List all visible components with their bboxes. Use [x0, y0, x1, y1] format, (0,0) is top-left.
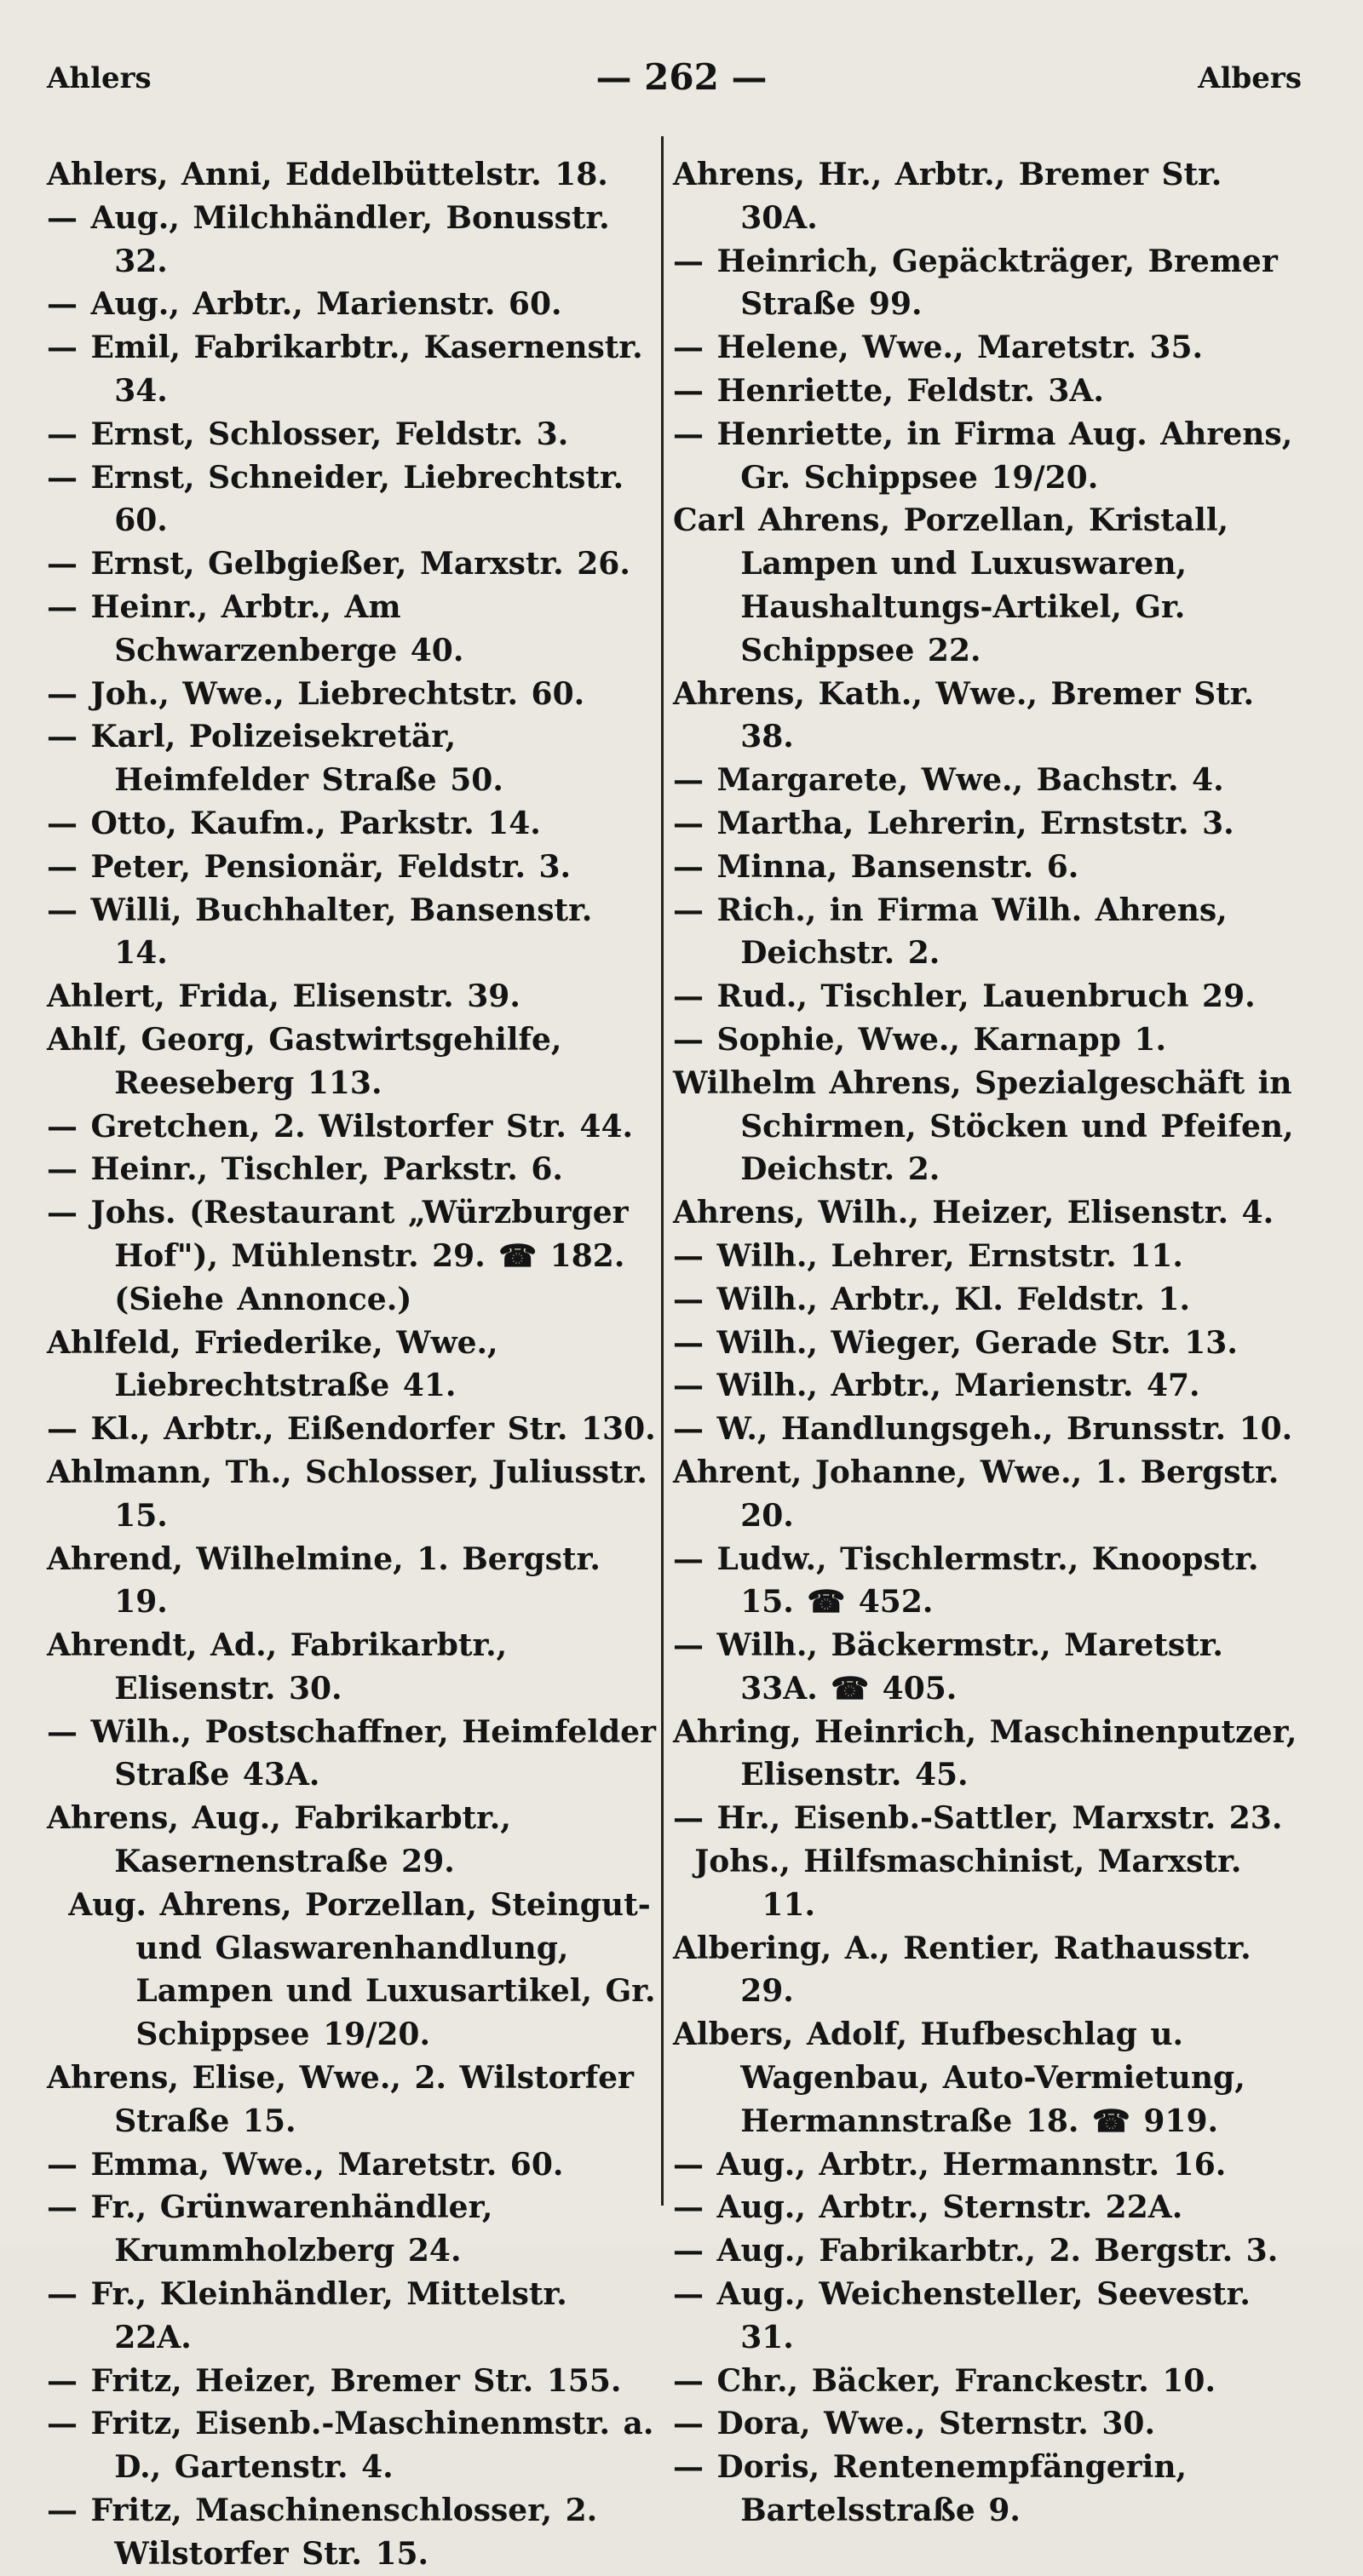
directory-entry: Ahlmann, Th., Schlosser, Juliusstr. 15.: [47, 1454, 647, 1534]
directory-entry: — Chr., Bäcker, Franckestr. 10.: [673, 2362, 1216, 2399]
directory-entry: Ahrens, Wilh., Heizer, Elisenstr. 4.: [673, 1195, 1274, 1231]
directory-entry: — Fritz, Maschinenschlosser, 2. Wilstorfer Str. 15.: [47, 2493, 598, 2572]
directory-entry: — Minna, Bansenstr. 6.: [673, 848, 1079, 885]
directory-entry: — Aug., Fabrikarbtr., 2. Bergstr. 3.: [673, 2233, 1279, 2269]
directory-entry: — Emil, Fabrikarbtr., Kasernenstr. 34.: [47, 330, 643, 409]
directory-entry: Ahring, Heinrich, Maschinenputzer, Elisenstr. 45.: [673, 1713, 1297, 1793]
directory-entry: Ahlf, Georg, Gastwirtsgehilfe, Reeseberg 113.: [47, 1021, 562, 1101]
directory-entry: — Heinr., Arbtr., Am Schwarzenberge 40.: [47, 588, 464, 668]
header-left-keyword: Ahlers: [47, 61, 152, 95]
directory-entry: — Sophie, Wwe., Karnapp 1.: [673, 1021, 1166, 1058]
directory-entry: — Margarete, Wwe., Bachstr. 4.: [673, 762, 1224, 799]
directory-entry: Albers, Adolf, Hufbeschlag u. Wagenbau, Auto-Vermietung, Hermannstraße 18. ☎ 919.: [673, 2017, 1245, 2139]
directory-entry: — Fr., Kleinhändler, Mittelstr. 22A.: [47, 2276, 567, 2355]
right-column: [673, 153, 1303, 2533]
directory-entry: — W., Handlungsgeh., Brunsstr. 10.: [673, 1411, 1293, 1448]
directory-entry: — Dora, Wwe., Sternstr. 30.: [673, 2406, 1155, 2442]
directory-entry: Ahlert, Frida, Elisenstr. 39.: [47, 978, 520, 1015]
directory-entry: — Aug., Weichensteller, Seevestr. 31.: [673, 2276, 1251, 2355]
directory-entry: — Wilh., Arbtr., Marienstr. 47.: [673, 1368, 1200, 1404]
directory-entry: — Karl, Polizeisekretär, Heimfelder Straße 50.: [47, 719, 503, 799]
directory-entry: — Kl., Arbtr., Eißendorfer Str. 130.: [47, 1411, 656, 1448]
directory-entry: Johs., Hilfsmaschinist, Marxstr. 11.: [694, 1844, 1242, 1923]
directory-entry: — Wilh., Wieger, Gerade Str. 13.: [673, 1324, 1238, 1361]
directory-entry: — Aug., Arbtr., Marienstr. 60.: [47, 286, 562, 323]
directory-entry: Ahrens, Elise, Wwe., 2. Wilstorfer Straße 15.: [47, 2060, 634, 2139]
directory-entry: — Wilh., Bäckermstr., Maretstr. 33A. ☎ 405.: [673, 1627, 1223, 1707]
directory-entry: — Wilh., Arbtr., Kl. Feldstr. 1.: [673, 1281, 1190, 1317]
directory-entry: — Gretchen, 2. Wilstorfer Str. 44.: [47, 1108, 634, 1145]
directory-entry: — Helene, Wwe., Maretstr. 35.: [673, 330, 1204, 366]
directory-entry: — Aug., Arbtr., Sternstr. 22A.: [673, 2189, 1183, 2226]
directory-entry: — Fr., Grünwarenhändler, Krummholzberg 24.: [47, 2189, 493, 2269]
page-number: — 262 —: [595, 56, 768, 98]
directory-entry: Ahrens, Aug., Fabrikarbtr., Kasernenstraße 29.: [47, 1800, 511, 1880]
directory-entry: — Doris, Rentenempfängerin, Bartelsstraße 9.: [673, 2449, 1188, 2529]
directory-entry: — Martha, Lehrerin, Ernststr. 3.: [673, 805, 1234, 841]
directory-entry: — Willi, Buchhalter, Bansenstr. 14.: [47, 892, 593, 972]
directory-entry: — Rich., in Firma Wilh. Ahrens, Deichstr. 2.: [673, 892, 1228, 972]
directory-entry: — Rud., Tischler, Lauenbruch 29.: [673, 978, 1256, 1015]
directory-entry: — Heinr., Tischler, Parkstr. 6.: [47, 1151, 563, 1188]
directory-entry: — Fritz, Heizer, Bremer Str. 155.: [47, 2362, 622, 2399]
directory-entry: — Hr., Eisenb.-Sattler, Marxstr. 23.: [673, 1800, 1283, 1837]
directory-entry: — Ernst, Gelbgießer, Marxstr. 26.: [47, 546, 630, 582]
advertisement-entry: Carl Ahrens, Porzellan, Kristall, Lampen und Luxuswaren, Haushaltungs-Artikel, Gr. Schippsee 22.: [673, 502, 1229, 668]
directory-entry: — Otto, Kaufm., Parkstr. 14.: [47, 805, 541, 841]
advertisement-entry: Wilhelm Ahrens, Spezialgeschäft in Schirmen, Stöcken und Pfeifen, Deichstr. 2.: [673, 1064, 1294, 1188]
directory-entry: Ahrendt, Ad., Fabrikarbtr., Elisenstr. 30.: [47, 1627, 508, 1707]
directory-entry: — Johs. (Restaurant „Würzburger Hof"), Mühlenstr. 29. ☎ 182. (Siehe Annonce.): [47, 1195, 629, 1317]
directory-entry: — Peter, Pensionär, Feldstr. 3.: [47, 848, 572, 885]
directory-entry: Ahrend, Wilhelmine, 1. Bergstr. 19.: [47, 1540, 601, 1621]
directory-entry: — Wilh., Lehrer, Ernststr. 11.: [673, 1237, 1183, 1274]
directory-entry: — Joh., Wwe., Liebrechtstr. 60.: [47, 675, 585, 712]
directory-entry: — Ernst, Schneider, Liebrechtstr. 60.: [47, 459, 624, 539]
directory-entry: Ahrent, Johanne, Wwe., 1. Bergstr. 20.: [673, 1454, 1280, 1534]
directory-entry: — Emma, Wwe., Maretstr. 60.: [47, 2146, 564, 2183]
header-right-keyword: Albers: [1198, 61, 1302, 95]
directory-entry: Ahlfeld, Friederike, Wwe., Liebrechtstraße 41.: [47, 1324, 498, 1404]
directory-entry: Ahlers, Anni, Eddelbüttelstr. 18.: [47, 157, 608, 192]
directory-entry: — Fritz, Eisenb.-Maschinenmstr. a. D., Gartenstr. 4.: [47, 2406, 654, 2486]
directory-entry: Ahrens, Hr., Arbtr., Bremer Str. 30A.: [673, 157, 1222, 236]
column-divider: [661, 136, 664, 2206]
directory-entry: — Aug., Arbtr., Hermannstr. 16.: [673, 2146, 1227, 2183]
directory-entry: — Henriette, Feldstr. 3A.: [673, 372, 1104, 409]
directory-entry: Ahrens, Kath., Wwe., Bremer Str. 38.: [673, 675, 1255, 755]
directory-entry: — Aug., Milchhändler, Bonusstr. 32.: [47, 199, 610, 279]
directory-entry: Albering, A., Rentier, Rathausstr. 29.: [673, 1930, 1251, 2010]
directory-entry: — Ludw., Tischlermstr., Knoopstr. 15. ☎ 452.: [673, 1540, 1259, 1621]
directory-entry: — Heinrich, Gepäckträger, Bremer Straße 99.: [673, 243, 1278, 323]
advertisement-entry: Aug. Ahrens, Porzellan, Steingut- und Glaswarenhandlung, Lampen und Luxusartikel, Gr. Schippsee 19/20.: [68, 1886, 656, 2053]
directory-entry: — Ernst, Schlosser, Feldstr. 3.: [47, 416, 569, 452]
directory-entry: — Wilh., Postschaffner, Heimfelder Straße 43A.: [47, 1713, 656, 1793]
left-column: [47, 153, 656, 2576]
directory-entry: — Henriette, in Firma Aug. Ahrens, Gr. Schippsee 19/20.: [673, 416, 1293, 496]
